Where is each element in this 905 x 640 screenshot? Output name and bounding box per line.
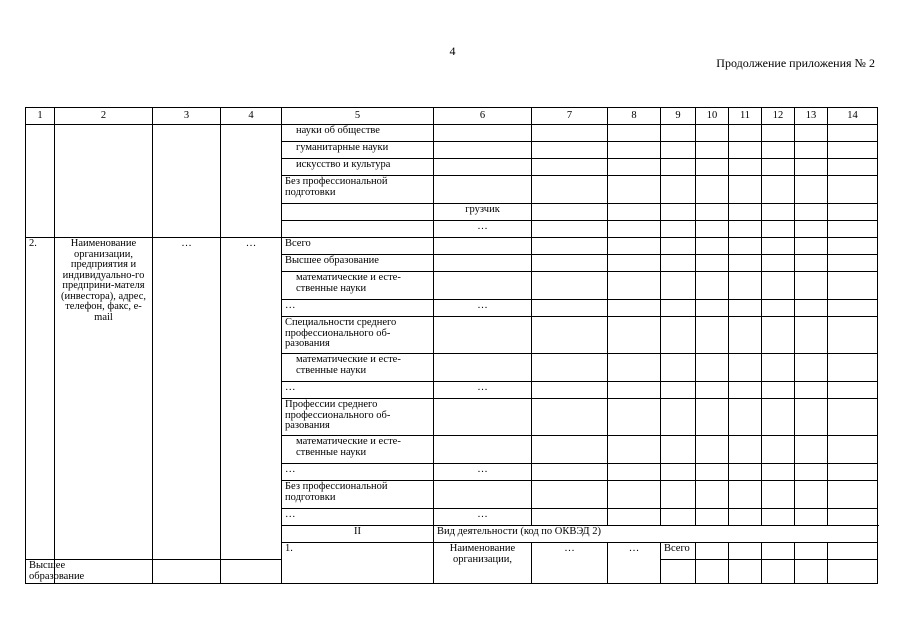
column-header: 9 [661, 108, 696, 125]
row-number: 1. [282, 543, 434, 584]
category-cell: искусство и культура [282, 159, 434, 176]
ellipsis-cell: … [532, 543, 608, 584]
organization-name: Наименование организации, предприятия и индивидуально-го предприни-мателя (инвестора), адрес, телефон, факс, e-mail [55, 238, 153, 560]
category-cell: математические и есте-ственные науки [282, 272, 434, 300]
table-row [26, 125, 878, 142]
category-cell: Высшее образование [282, 255, 434, 272]
category-cell: Всего [282, 238, 434, 255]
category-cell: Высшее образование [26, 560, 55, 584]
ellipsis-cell: … [434, 300, 532, 317]
data-table [25, 107, 878, 584]
column-header: 2 [55, 108, 153, 125]
column-header: 12 [762, 108, 795, 125]
column-header: 10 [696, 108, 729, 125]
ellipsis-cell: … [282, 300, 434, 317]
column-header: 7 [532, 108, 608, 125]
category-cell: Без профессиональной подготовки [282, 176, 434, 204]
category-cell: науки об обществе [282, 125, 434, 142]
ellipsis-cell: … [153, 238, 221, 560]
category-cell: математические и есте-ственные науки [282, 354, 434, 382]
column-header: 5 [282, 108, 434, 125]
category-cell: гуманитарные науки [282, 142, 434, 159]
column-header: 6 [434, 108, 532, 125]
table-row [26, 238, 878, 255]
ellipsis-cell: … [282, 382, 434, 399]
ellipsis-cell: … [434, 221, 532, 238]
category-cell: Без профессиональной подготовки [282, 481, 434, 509]
category-cell: Всего [661, 543, 696, 560]
category-cell: математические и есте-ственные науки [282, 436, 434, 464]
organization-name: Наименование организации, [434, 543, 532, 584]
ellipsis-cell: … [282, 509, 434, 526]
column-header: 8 [608, 108, 661, 125]
ellipsis-cell: … [221, 238, 282, 560]
profession-cell: грузчик [434, 204, 532, 221]
continuation-label: Продолжение приложения № 2 [716, 56, 875, 70]
section-roman-number: II [282, 526, 434, 543]
column-header: 3 [153, 108, 221, 125]
column-header: 11 [729, 108, 762, 125]
category-cell: Специальности среднего профессионального об-разования [282, 317, 434, 354]
section-title: Вид деятельности (код по ОКВЭД 2) [434, 526, 878, 543]
ellipsis-cell: … [608, 543, 661, 584]
ellipsis-cell: … [434, 464, 532, 481]
column-header: 13 [795, 108, 828, 125]
ellipsis-cell: … [434, 382, 532, 399]
column-number-row [26, 108, 878, 125]
column-header: 14 [828, 108, 878, 125]
category-cell: Профессии среднего профессионального об-разования [282, 399, 434, 436]
page-number: 4 [449, 44, 456, 58]
column-header: 1 [26, 108, 55, 125]
ellipsis-cell: … [434, 509, 532, 526]
column-header: 4 [221, 108, 282, 125]
row-number: 2. [26, 238, 55, 560]
ellipsis-cell: … [282, 464, 434, 481]
